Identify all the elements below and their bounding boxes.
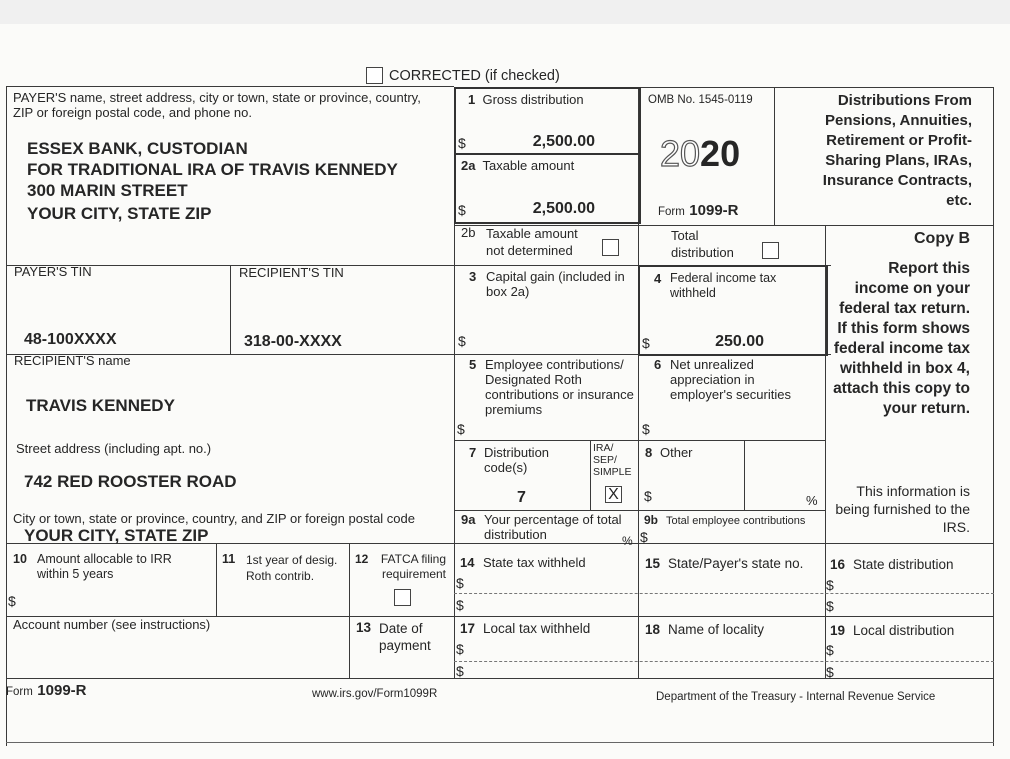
form-word: Form xyxy=(658,206,685,218)
tax-year xyxy=(660,134,740,174)
corrected-label: CORRECTED (if checked) xyxy=(389,68,560,84)
box16-dollar-1: $ xyxy=(826,577,834,593)
box4-number: 4 xyxy=(654,271,662,286)
payer-line-3: 300 MARIN STREET xyxy=(27,181,188,200)
box2a-label-text: Taxable amount xyxy=(482,158,575,173)
recipient-name[interactable]: TRAVIS KENNEDY xyxy=(26,396,175,415)
box9b-label: Total employee contributions xyxy=(666,515,806,527)
payer-label: PAYER'S name, street address, city or town, state or province, country, ZIP or foreign postal code, and phone no. xyxy=(13,90,421,120)
payer-line-4: YOUR CITY, STATE ZIP xyxy=(27,204,212,223)
copy-instructions: Report this income on your federal tax return. If this form shows federal income tax withheld in box 4, attach this copy to your return. xyxy=(833,260,970,417)
box13-number: 13 xyxy=(356,620,372,635)
box2a-label xyxy=(461,158,574,173)
rule xyxy=(454,440,825,441)
street-label: Street address (including apt. no.) xyxy=(16,441,212,456)
box14-dollar-1: $ xyxy=(456,575,464,591)
box8-number: 8 xyxy=(645,445,653,460)
payer-tin-value[interactable]: 48-100XXXX xyxy=(24,331,117,348)
box2b-number: 2b xyxy=(461,225,476,240)
rule xyxy=(744,440,745,510)
box15-label: State/Payer's state no. xyxy=(668,556,804,571)
box12-number: 12 xyxy=(355,552,369,566)
footer-url[interactable]: www.irs.gov/Form1099R xyxy=(312,688,438,700)
box8-dollar: $ xyxy=(644,488,652,504)
box17-number: 17 xyxy=(460,621,476,636)
box14-number: 14 xyxy=(460,555,475,570)
form-1099r-copy-b xyxy=(0,24,1010,759)
box3-label: Capital gain (included in box 2a) xyxy=(486,269,625,299)
box13-label: Date of payment xyxy=(379,621,431,653)
box2b-label: Taxable amount not determined xyxy=(486,226,578,258)
box1-number: 1 xyxy=(468,92,476,107)
box14-dollar-2: $ xyxy=(456,597,464,613)
fatca-checkbox[interactable] xyxy=(394,589,411,606)
box3-dollar: $ xyxy=(458,333,466,349)
box7-label: Distribution code(s) xyxy=(484,445,550,475)
footer-form-number: 1099-R xyxy=(37,682,87,699)
recipient-name-label: RECIPIENT'S name xyxy=(14,353,131,368)
rule xyxy=(454,543,455,678)
payer-line-1: ESSEX BANK, CUSTODIAN xyxy=(27,139,248,158)
box10-number: 10 xyxy=(13,552,27,566)
year-suffix: 20 xyxy=(700,133,741,174)
box16-dollar-2: $ xyxy=(826,598,834,614)
furnished-text: This information is being furnished to the IRS. xyxy=(835,483,970,535)
box17-dollar-2: $ xyxy=(456,663,464,679)
footer-department: Department of the Treasury - Internal Revenue Service xyxy=(656,691,936,703)
rule xyxy=(454,510,825,511)
box14-label: State tax withheld xyxy=(483,555,586,570)
box6-dollar: $ xyxy=(642,421,650,437)
viewer-toolbar xyxy=(0,0,1010,25)
box6-label: Net unrealized appreciation in employer's securities xyxy=(670,357,791,402)
box2a-number: 2a xyxy=(461,158,476,173)
box10-dollar: $ xyxy=(8,593,16,609)
box1-value[interactable]: 2,500.00 xyxy=(532,133,595,150)
box9a-label: Your percentage of total distribution xyxy=(484,512,622,542)
box19-label: Local distribution xyxy=(853,623,955,638)
box9a-percent: % xyxy=(622,534,633,548)
rule xyxy=(6,678,994,679)
footer-form-name xyxy=(6,682,87,700)
box15-number: 15 xyxy=(645,556,661,571)
box1-label xyxy=(468,92,584,107)
box16-number: 16 xyxy=(830,557,846,572)
box9a-number: 9a xyxy=(461,512,476,527)
box4-dollar: $ xyxy=(642,335,650,351)
payer-tin-label: PAYER'S TIN xyxy=(14,264,92,279)
box2a-value[interactable]: 2,500.00 xyxy=(532,200,595,217)
box18-label: Name of locality xyxy=(668,622,765,637)
box3-number: 3 xyxy=(469,269,477,284)
box18-number: 18 xyxy=(645,622,661,637)
year-prefix: 20 xyxy=(660,133,701,174)
box7-value[interactable]: 7 xyxy=(517,489,526,506)
box11-label: 1st year of desig. Roth contrib. xyxy=(246,553,338,583)
form-title: Distributions From Pensions, Annuities, Retirement or Profit-Sharing Plans, IRAs, Insurance Contracts, etc. xyxy=(822,92,972,209)
dashed-rule xyxy=(454,593,994,594)
total-distribution-checkbox[interactable] xyxy=(762,242,779,259)
rule xyxy=(216,543,217,616)
box5-number: 5 xyxy=(469,357,477,372)
rule xyxy=(993,87,994,746)
corrected-checkbox[interactable] xyxy=(366,67,383,84)
footer-form-word: Form xyxy=(6,686,33,698)
copy-label: Copy B xyxy=(914,230,970,247)
box16-label: State distribution xyxy=(853,557,954,572)
box8-label: Other xyxy=(660,445,693,460)
dashed-rule xyxy=(454,661,994,662)
box2a-dollar: $ xyxy=(458,202,466,218)
ira-sep-simple-label: IRA/ SEP/ SIMPLE xyxy=(593,442,632,478)
box10-label: Amount allocable to IRR within 5 years xyxy=(37,552,172,581)
rule xyxy=(349,543,350,678)
box7-number: 7 xyxy=(469,445,477,460)
total-distribution-label: Total distribution xyxy=(671,228,734,260)
box1-dollar: $ xyxy=(458,135,466,151)
payer-line-2: FOR TRADITIONAL IRA OF TRAVIS KENNEDY xyxy=(27,160,398,179)
box12-label: FATCA filing requirement xyxy=(380,552,446,581)
box19-dollar-1: $ xyxy=(826,642,834,658)
rule xyxy=(6,742,994,743)
box2b-checkbox[interactable] xyxy=(602,239,619,256)
account-number-label: Account number (see instructions) xyxy=(13,617,211,632)
omb-number: OMB No. 1545-0119 xyxy=(648,94,753,106)
rule xyxy=(230,265,231,354)
ira-sep-simple-checkbox[interactable]: X xyxy=(605,486,622,503)
rule xyxy=(6,86,7,746)
box17-label: Local tax withheld xyxy=(483,621,591,636)
city-value[interactable]: YOUR CITY, STATE ZIP xyxy=(24,526,209,545)
box8-percent: % xyxy=(806,493,818,508)
form-name-block xyxy=(658,202,739,220)
street-value[interactable]: 742 RED ROOSTER ROAD xyxy=(24,472,237,491)
recipient-tin-value[interactable]: 318-00-XXXX xyxy=(244,333,342,350)
box19-dollar-2: $ xyxy=(826,664,834,680)
rule xyxy=(774,87,775,225)
box1-label-text: Gross distribution xyxy=(482,92,584,107)
recipient-tin-label: RECIPIENT'S TIN xyxy=(239,265,344,280)
rule xyxy=(590,440,591,510)
box9b-number: 9b xyxy=(644,513,659,527)
rule xyxy=(6,86,454,87)
box11-number: 11 xyxy=(222,552,236,566)
box19-number: 19 xyxy=(830,623,846,638)
box4-label: Federal income tax withheld xyxy=(670,271,777,300)
box9b-dollar: $ xyxy=(640,529,648,545)
city-label: City or town, state or province, country, and ZIP or foreign postal code xyxy=(13,511,415,526)
box6-number: 6 xyxy=(654,357,662,372)
form-name: 1099-R xyxy=(689,202,739,219)
box17-dollar-1: $ xyxy=(456,641,464,657)
box5-label: Employee contributions/ Designated Roth contributions or insurance premiums xyxy=(485,357,634,417)
box5-dollar: $ xyxy=(457,421,465,437)
box4-value[interactable]: 250.00 xyxy=(715,333,764,350)
